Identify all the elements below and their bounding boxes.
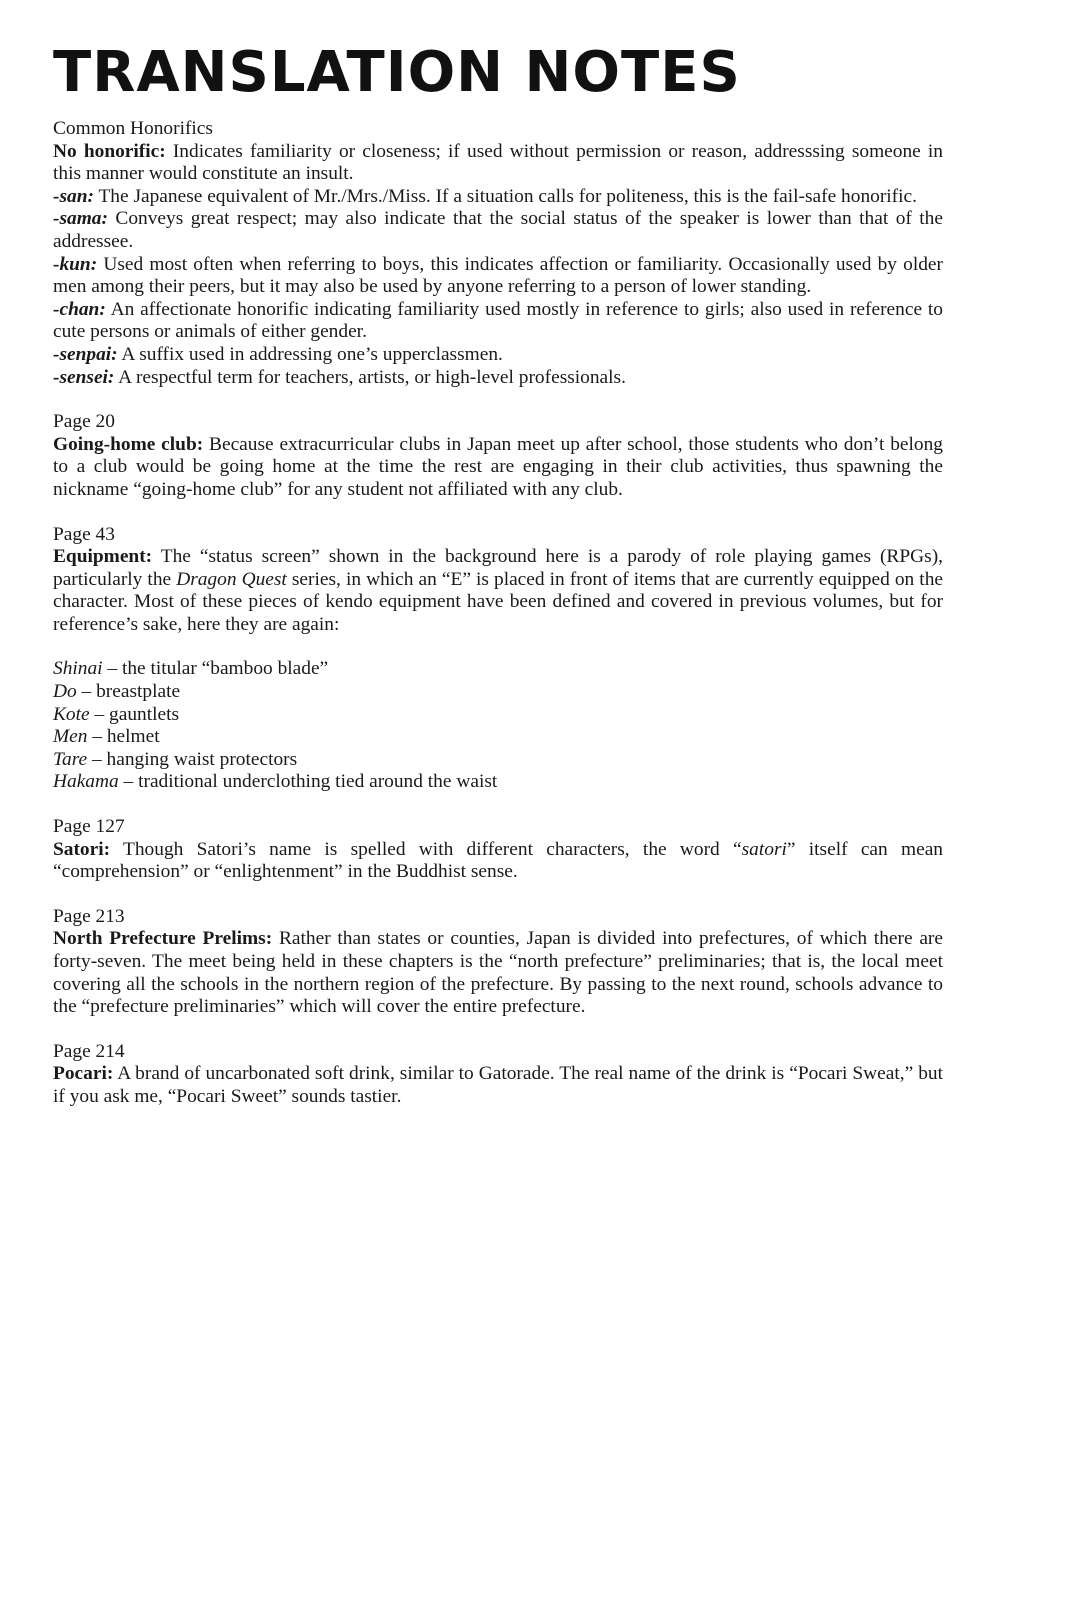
section-page-43 — [53, 524, 943, 795]
equipment-term: Tare — [53, 748, 88, 770]
equipment-item — [53, 771, 943, 794]
entry-term: North Prefecture Prelims: — [53, 928, 273, 950]
section-heading: Page 127 — [53, 816, 125, 838]
honorific-entry — [53, 208, 943, 253]
entry-term: Going-home club: — [53, 433, 204, 455]
honorific-entry — [53, 299, 943, 344]
equipment-desc: – gauntlets — [89, 703, 180, 725]
entry-term: Satori: — [53, 838, 111, 860]
section-heading: Page 213 — [53, 905, 125, 927]
entry-text: An affectionate honorific indicating familiarity used mostly in reference to girls; also used in reference to cute persons or animals of either gender. — [53, 298, 943, 343]
entry-text: A respectful term for teachers, artists, or high-level professionals. — [114, 366, 626, 388]
equipment-desc: – breastplate — [76, 681, 181, 703]
entry-text: A suffix used in addressing one’s upperclassmen. — [117, 343, 503, 365]
equipment-term: Do — [53, 681, 77, 703]
honorific-entry — [53, 344, 943, 367]
entry-term: -kun: — [53, 253, 98, 275]
translation-notes-page — [53, 40, 943, 1109]
equipment-item — [53, 704, 943, 727]
section-page-20 — [53, 411, 943, 501]
equipment-desc: – the titular “bamboo blade” — [102, 658, 329, 680]
note-entry — [53, 928, 943, 1018]
entry-text: A brand of uncarbonated soft drink, similar to Gatorade. The real name of the drink is “Pocari Sweat,” but if you ask me, “Pocari Sweet” sounds tastier. — [53, 1063, 943, 1107]
section-page-214 — [53, 1041, 943, 1109]
entry-term: -senpai: — [53, 343, 118, 365]
honorific-entry — [53, 367, 943, 390]
equipment-list — [53, 658, 943, 794]
equipment-term: Shinai — [53, 658, 103, 680]
entry-text: ” itself can mean “comprehension” or “enlightenment” in the Buddhist sense. — [53, 838, 943, 883]
equipment-desc: – hanging waist protectors — [87, 748, 298, 770]
entry-text: The “status screen” shown in the background here is a parody of role playing games (RPGs), particularly the — [53, 546, 943, 590]
entry-term: -sensei: — [53, 366, 115, 388]
section-heading: Common Honorifics — [53, 118, 213, 139]
entry-term: -san: — [53, 185, 94, 207]
entry-text: Indicates familiarity or closeness; if used without permission or reason, addresssing someone in this manner would constitute an insult. — [53, 140, 943, 185]
honorific-entry — [53, 254, 943, 299]
entry-term: Pocari: — [53, 1063, 114, 1085]
section-page-213 — [53, 906, 943, 1019]
entry-text: series, in which an “E” is placed in front of items that are currently equipped on the character. Most of these pieces of kendo equipment have been defined and covered in previous volumes, but for reference’s sake, here they are again: — [53, 568, 943, 635]
entry-text: Though Satori’s name is spelled with different characters, the word “ — [110, 838, 742, 860]
equipment-term: Men — [53, 726, 88, 748]
entry-term: No honorific: — [53, 140, 166, 162]
equipment-term: Kote — [53, 703, 90, 725]
equipment-desc: – helmet — [87, 726, 160, 748]
section-heading: Page 43 — [53, 523, 115, 545]
page-title: TRANSLATION NOTES — [53, 40, 741, 105]
section-page-127 — [53, 816, 943, 884]
entry-italic-title: Dragon Quest — [176, 568, 287, 590]
honorific-entry — [53, 141, 943, 186]
entry-term: Equipment: — [53, 546, 153, 568]
equipment-item — [53, 726, 943, 749]
entry-text: Rather than states or counties, Japan is divided into prefectures, of which there are forty-seven. The meet being held in these chapters is the “north prefecture” preliminaries; that is, the local meet covering all the schools in the northern region of the prefecture. By passing to the next round, schools advance to the “prefecture preliminaries” which will cover the entire prefecture. — [53, 928, 943, 1018]
equipment-term: Hakama — [53, 771, 119, 793]
note-entry — [53, 1063, 943, 1108]
notes-body — [53, 118, 943, 1109]
honorific-entry — [53, 186, 943, 209]
entry-text: Because extracurricular clubs in Japan meet up after school, those students who don’t belong to a club would be going home at the time the rest are engaging in their club activities, thus spawning the nickname “going-home club” for any student not affiliated with any club. — [53, 433, 943, 500]
entry-italic-word: satori — [741, 838, 787, 860]
equipment-item — [53, 658, 943, 681]
note-entry — [53, 434, 943, 502]
section-heading: Page 20 — [53, 411, 115, 433]
note-entry — [53, 546, 943, 636]
note-entry — [53, 839, 943, 884]
equipment-item — [53, 749, 943, 772]
entry-term: -chan: — [53, 298, 106, 320]
equipment-item — [53, 681, 943, 704]
equipment-desc: – traditional underclothing tied around the waist — [118, 771, 498, 793]
section-heading: Page 214 — [53, 1040, 125, 1062]
entry-text: Conveys great respect; may also indicate that the social status of the speaker is lower than that of the addressee. — [53, 208, 943, 252]
entry-term: -sama: — [53, 208, 108, 230]
entry-text: Used most often when referring to boys, this indicates affection or familiarity. Occasionally used by older men among their peers, but it may also be used by anyone referring to a person of lower standing. — [53, 253, 943, 298]
section-honorifics — [53, 118, 943, 389]
entry-text: The Japanese equivalent of Mr./Mrs./Miss. If a situation calls for politeness, this is the fail-safe honorific. — [93, 185, 917, 207]
